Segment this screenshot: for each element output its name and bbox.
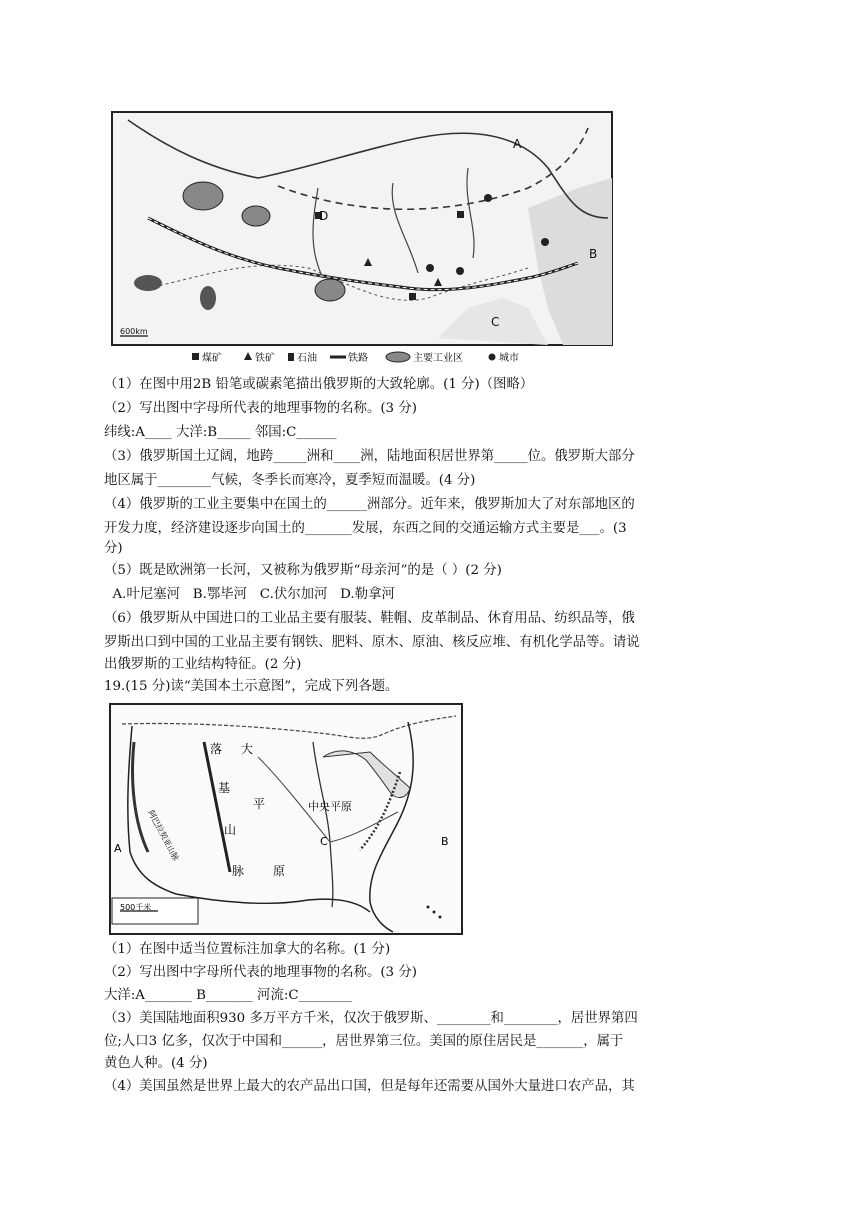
legend-railway: 铁路 xyxy=(348,353,368,364)
legend-iron: 铁矿 xyxy=(255,353,275,364)
map2-label-b: B xyxy=(441,835,449,848)
q18-part3-line2: 地区属于________气候，冬季长而寒冷，夏季短而温暖。(4 分) xyxy=(104,473,476,488)
legend-industrial-area: 主要工业区 xyxy=(413,353,463,364)
map1-legend xyxy=(192,351,519,364)
great-plains-char-1: 大 xyxy=(241,742,254,756)
q19-part3-line1: （3）美国陆地面积930 多万平方千米，仅次于俄罗斯、________和________，居世界第四 xyxy=(104,1011,638,1026)
map2-label-c: C xyxy=(320,835,328,848)
map1-label-b: B xyxy=(589,247,598,261)
q18-part4-line2: 开发力度，经济建设逐步向国土的_______发展，东西之间的交通运输方式主要是___。(3 xyxy=(104,521,627,536)
russia-map xyxy=(108,108,616,368)
q18-part4-line3: 分) xyxy=(104,541,123,556)
q18-part2: （2）写出图中字母所代表的地理事物的名称。(3 分) xyxy=(104,401,417,416)
q18-part1: （1）在图中用2B 铅笔或碳素笔描出俄罗斯的大致轮廓。(1 分)（图略） xyxy=(104,377,534,392)
legend-city: 城市 xyxy=(499,353,519,364)
q18-part5: （5）既是欧洲第一长河，又被称为俄罗斯“母亲河”的是（ ）(2 分) xyxy=(104,563,502,578)
q19-part4-line1: （4）美国虽然是世界上最大的农产品出口国，但是每年还需要从国外大量进口农产品，其 xyxy=(104,1079,635,1094)
q18-part6-line3: 出俄罗斯的工业结构特征。(2 分) xyxy=(104,657,302,672)
q18-part3-line1: （3）俄罗斯国土辽阔，地跨_____洲和____洲，陆地面积居世界第_____位。俄罗斯大部分 xyxy=(104,449,635,464)
usa-map xyxy=(108,702,468,938)
rocky-mtn-char-4: 脉 xyxy=(232,864,245,878)
q19-part3-line2: 位;人口3 亿多，仅次于中国和______，居世界第三位。美国的原住居民是_______，属于 xyxy=(104,1034,624,1049)
legend-oil: 石油 xyxy=(297,353,317,364)
q19-part1: （1）在图中适当位置标注加拿大的名称。(1 分) xyxy=(104,942,391,957)
map1-label-a: A xyxy=(513,137,522,151)
q19-part2: （2）写出图中字母所代表的地理事物的名称。(3 分) xyxy=(104,965,417,980)
q19-part2-fill: 大洋:A_______ B_______ 河流:C________ xyxy=(104,988,353,1003)
map2-scale: 500千米 xyxy=(120,903,152,912)
q19-part3-line3: 黄色人种。(4 分) xyxy=(104,1056,208,1071)
map1-scale: 600km xyxy=(120,327,148,336)
legend-coal: 煤矿 xyxy=(202,353,222,364)
rocky-mtn-char-1: 落 xyxy=(210,742,223,756)
great-plains-char-2: 平 xyxy=(253,797,266,811)
central-plain-label: 中央平原 xyxy=(308,800,352,813)
map1-label-c: C xyxy=(491,315,500,329)
q19-heading: 19.(15 分)读“美国本土示意图”，完成下列各题。 xyxy=(104,679,399,694)
rocky-mtn-char-3: 山 xyxy=(224,823,237,837)
great-plains-char-3: 原 xyxy=(273,864,286,878)
q18-part6-line2: 罗斯出口到中国的工业品主要有钢铁、肥料、原木、原油、核反应堆、有机化学品等。请说 xyxy=(104,635,640,650)
appalachian-label: 阿巴拉契亚山脉 xyxy=(146,808,181,863)
rocky-mtn-char-2: 基 xyxy=(218,781,231,795)
q18-part2-fill: 纬线:A____ 大洋:B_____ 邻国:C______ xyxy=(104,425,337,440)
q18-part5-options: A.叶尼塞河 B.鄂毕河 C.伏尔加河 D.勒拿河 xyxy=(104,587,395,602)
map1-label-d: D xyxy=(319,209,329,223)
q18-part4-line1: （4）俄罗斯的工业主要集中在国土的______洲部分。近年来，俄罗斯加大了对东部地区的 xyxy=(104,497,635,512)
q18-part6-line1: （6）俄罗斯从中国进口的工业品主要有服装、鞋帽、皮革制品、休育用品、纺织品等，俄 xyxy=(104,611,635,626)
map2-label-a: A xyxy=(114,842,122,855)
